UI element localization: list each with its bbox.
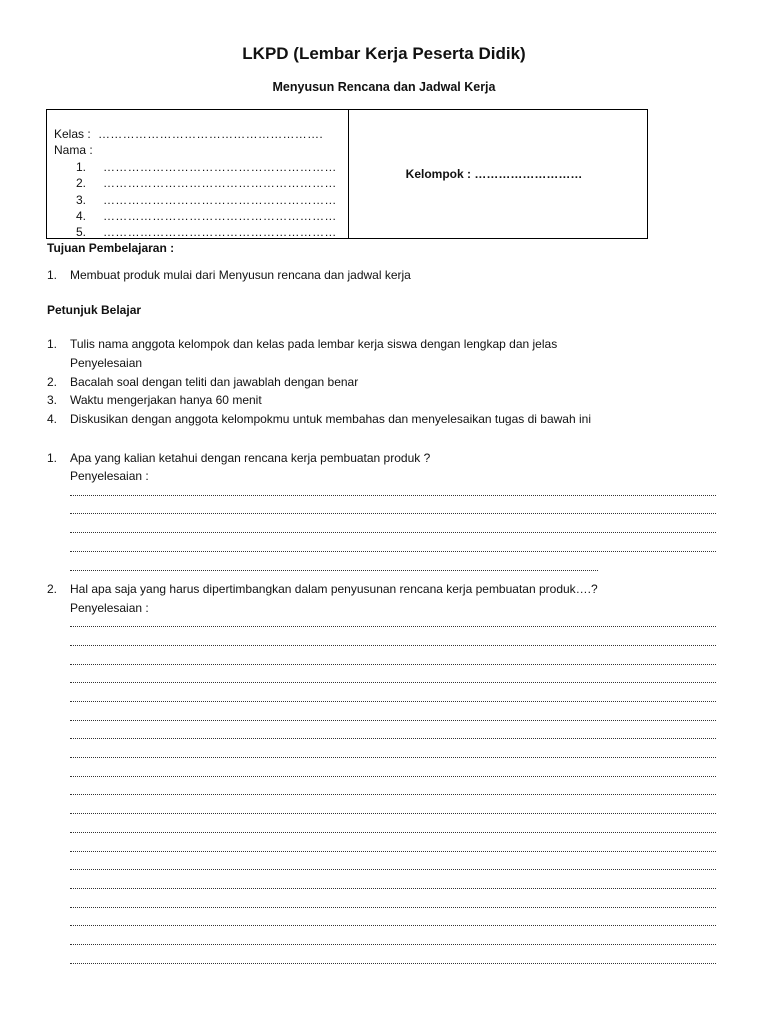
answer-line[interactable] bbox=[70, 737, 716, 739]
petunjuk-item bbox=[47, 356, 142, 370]
member-row bbox=[54, 159, 348, 175]
nama-label: Nama : bbox=[54, 143, 93, 158]
answer-line[interactable] bbox=[70, 512, 716, 514]
answer-line[interactable] bbox=[70, 756, 716, 758]
member-number: 1. bbox=[76, 159, 87, 174]
document-subtitle: Menyusun Rencana dan Jadwal Kerja bbox=[272, 80, 496, 94]
nama-row bbox=[54, 142, 348, 158]
answer-line[interactable] bbox=[70, 906, 716, 908]
member-name-field[interactable]: ………………………………………………… bbox=[103, 176, 337, 191]
petunjuk-item bbox=[47, 337, 557, 351]
question-text: Apa yang kalian ketahui dengan rencana kerja pembuatan produk ? bbox=[70, 451, 431, 465]
member-row bbox=[54, 208, 348, 224]
tujuan-item bbox=[47, 268, 411, 282]
answer-line[interactable] bbox=[70, 550, 716, 552]
question-1 bbox=[47, 451, 430, 465]
member-number: 3. bbox=[76, 192, 87, 207]
answer-line[interactable] bbox=[70, 887, 716, 889]
answer-line[interactable] bbox=[70, 775, 716, 777]
item-number bbox=[47, 356, 70, 370]
petunjuk-item bbox=[47, 375, 358, 389]
answer-line[interactable] bbox=[70, 962, 716, 964]
member-row bbox=[54, 192, 348, 208]
answer-line[interactable] bbox=[70, 924, 716, 926]
answer-line[interactable] bbox=[70, 569, 598, 571]
kelompok-field[interactable]: Kelompok : ……………………… bbox=[405, 167, 583, 181]
question-2 bbox=[47, 582, 598, 596]
member-name-field[interactable]: ………………………………………………… bbox=[103, 192, 337, 207]
answer-line[interactable] bbox=[70, 719, 716, 721]
member-name-field[interactable]: ………………………………………………… bbox=[103, 209, 337, 224]
item-number: 3. bbox=[47, 393, 58, 407]
member-number: 2. bbox=[76, 176, 87, 191]
petunjuk-item bbox=[47, 393, 262, 407]
item-text: Membuat produk mulai dari Menyusun rencana dan jadwal kerja bbox=[70, 268, 411, 282]
item-number: 2. bbox=[47, 375, 58, 389]
answer-line[interactable] bbox=[70, 831, 716, 833]
member-number: 5. bbox=[76, 225, 87, 240]
member-row bbox=[54, 224, 348, 240]
item-text: Tulis nama anggota kelompok dan kelas pada lembar kerja siswa dengan lengkap dan jelas bbox=[70, 337, 558, 351]
answer-line[interactable] bbox=[70, 812, 716, 814]
question-number: 1. bbox=[47, 451, 58, 465]
answer-line[interactable] bbox=[70, 943, 716, 945]
identity-right-cell bbox=[349, 110, 647, 238]
answer-line[interactable] bbox=[70, 681, 716, 683]
kelas-field[interactable]: ………………………………………………. bbox=[98, 127, 324, 141]
answer-line[interactable] bbox=[70, 850, 716, 852]
kelas-row bbox=[54, 126, 348, 142]
answer-line[interactable] bbox=[70, 700, 716, 702]
petunjuk-heading: Petunjuk Belajar bbox=[47, 303, 142, 317]
item-text: Diskusikan dengan anggota kelompokmu untuk membahas dan menyelesaikan tugas di bawah ini bbox=[70, 412, 591, 426]
petunjuk-item bbox=[47, 412, 591, 426]
answer-line[interactable] bbox=[70, 644, 716, 646]
kelas-label: Kelas : bbox=[54, 127, 91, 141]
item-number: 1. bbox=[47, 337, 58, 351]
item-text: Penyelesaian bbox=[70, 356, 143, 370]
item-number: 1. bbox=[47, 268, 58, 282]
answer-label: Penyelesaian : bbox=[70, 601, 149, 615]
item-text: Waktu mengerjakan hanya 60 menit bbox=[70, 393, 262, 407]
answer-label: Penyelesaian : bbox=[70, 469, 149, 483]
question-text: Hal apa saja yang harus dipertimbangkan dalam penyusunan rencana kerja pembuatan produk….? bbox=[70, 582, 598, 596]
answer-line[interactable] bbox=[70, 531, 716, 533]
question-number: 2. bbox=[47, 582, 58, 596]
answer-line[interactable] bbox=[70, 793, 716, 795]
item-number: 4. bbox=[47, 412, 58, 426]
member-row bbox=[54, 175, 348, 191]
answer-line[interactable] bbox=[70, 868, 716, 870]
identity-left-cell bbox=[47, 110, 349, 238]
member-number: 4. bbox=[76, 209, 87, 224]
answer-line[interactable] bbox=[70, 494, 716, 496]
answer-line[interactable] bbox=[70, 663, 716, 665]
member-name-field[interactable]: ………………………………………………… bbox=[103, 159, 337, 174]
identity-table bbox=[46, 109, 648, 239]
member-name-field[interactable]: ………………………………………………… bbox=[103, 225, 337, 240]
item-text: Bacalah soal dengan teliti dan jawablah dengan benar bbox=[70, 375, 359, 389]
document-title: LKPD (Lembar Kerja Peserta Didik) bbox=[242, 44, 526, 63]
answer-line[interactable] bbox=[70, 625, 716, 627]
tujuan-heading: Tujuan Pembelajaran : bbox=[47, 241, 175, 255]
